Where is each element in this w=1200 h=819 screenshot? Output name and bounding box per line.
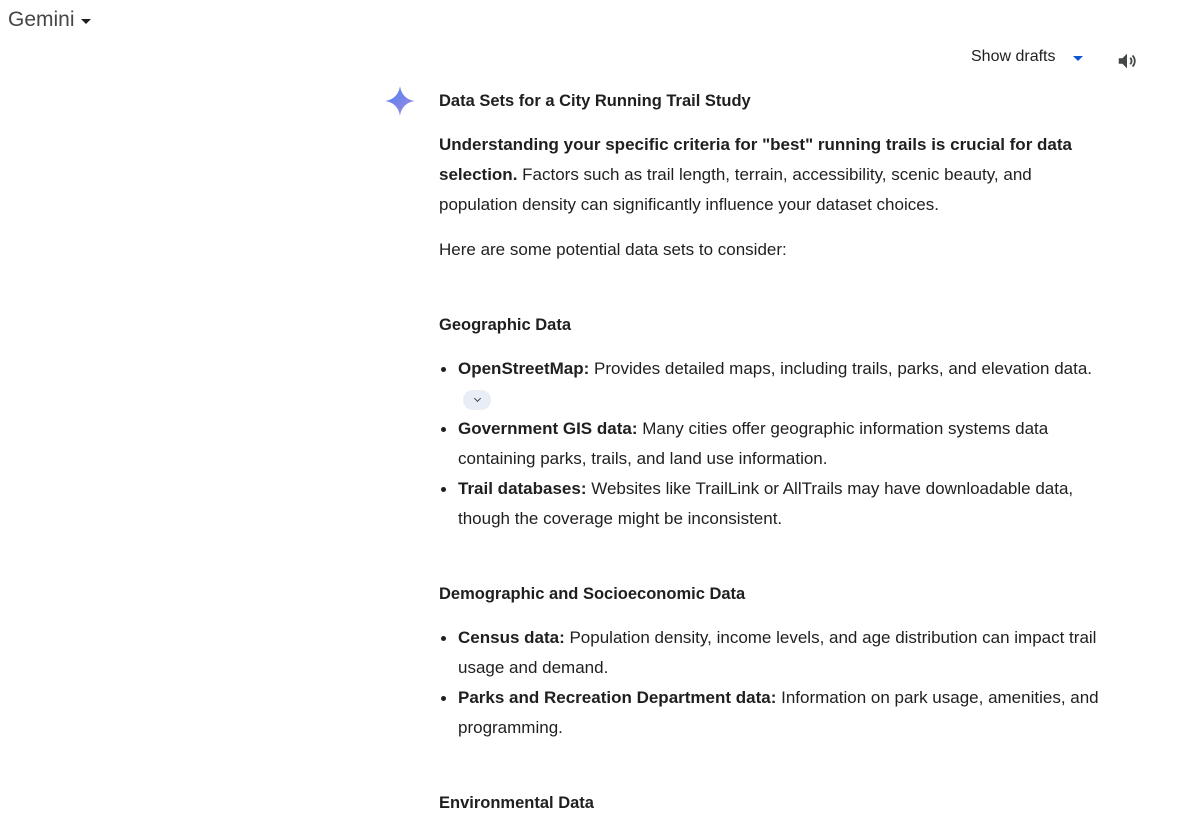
response-title: Data Sets for a City Running Trail Study [439, 92, 751, 110]
drafts-chevron-icon[interactable] [1073, 56, 1083, 61]
item-label: Census data: [458, 628, 565, 647]
item-text: Many cities offer geographic information systems data containing parks, trails, and land use information. [458, 419, 1049, 468]
item-label: OpenStreetMap: [458, 359, 590, 378]
item-text: Websites like TrailLink or AllTrails may have downloadable data, though the coverage might be inconsistent. [458, 479, 1074, 528]
geographic-list [439, 354, 1099, 534]
intro-text: Here are some potential data sets to consider: [439, 240, 787, 259]
item-label: Trail databases: [458, 479, 587, 498]
lead-bold-text: Understanding your specific criteria for "best" running trails is crucial for data selection. [439, 135, 1072, 184]
item-label: Parks and Recreation Department data: [458, 688, 777, 707]
list-item [439, 474, 1099, 534]
app-switcher[interactable] [8, 8, 91, 32]
item-text: Provides detailed maps, including trails, parks, and elevation data. [589, 359, 1093, 378]
caret-down-icon [81, 19, 91, 24]
item-label: Government GIS data: [458, 419, 638, 438]
list-item [439, 623, 1099, 683]
gemini-spark-icon [384, 85, 416, 117]
app-title: Gemini [8, 8, 75, 31]
lead-paragraph [439, 130, 1099, 220]
section-heading-environmental: Environmental Data [439, 794, 594, 812]
list-item [439, 354, 1099, 414]
chevron-down-icon [473, 394, 480, 401]
section-heading-geographic: Geographic Data [439, 316, 572, 334]
response-body [439, 88, 1099, 816]
source-chip-button[interactable] [463, 390, 491, 410]
speaker-icon[interactable] [1115, 50, 1139, 69]
drafts-row [960, 44, 1160, 69]
item-text: Information on park usage, amenities, and programming. [458, 688, 1099, 737]
list-item [439, 414, 1099, 474]
list-item [439, 683, 1099, 743]
item-text: Population density, income levels, and age distribution can impact trail usage and demand. [458, 628, 1097, 677]
show-drafts-button[interactable]: Show drafts [971, 48, 1056, 65]
section-heading-demographic: Demographic and Socioeconomic Data [439, 585, 746, 603]
lead-text: Factors such as trail length, terrain, accessibility, scenic beauty, and population density can significantly influence your dataset choices. [439, 165, 1032, 214]
demographic-list [439, 623, 1099, 743]
